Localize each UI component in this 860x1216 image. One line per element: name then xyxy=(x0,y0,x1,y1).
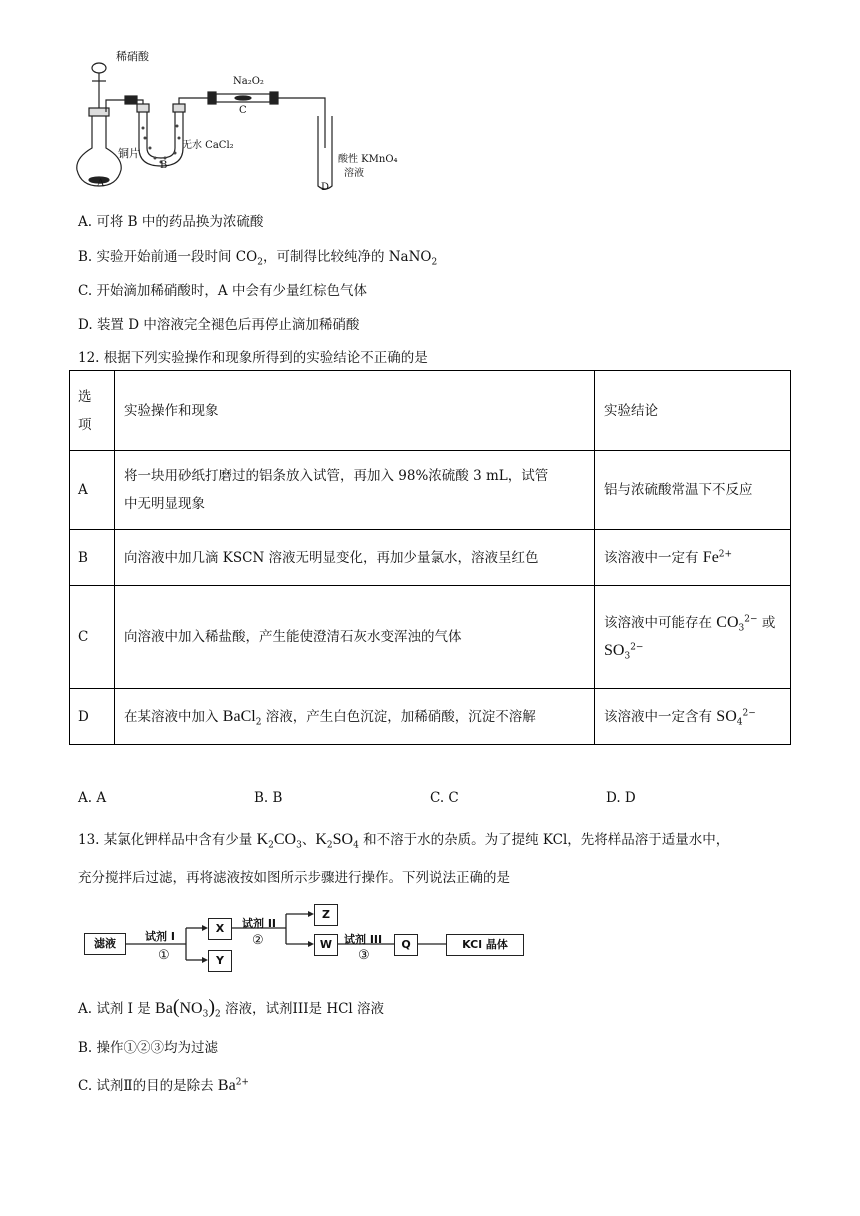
label-na2o2: Na₂O₂ xyxy=(233,76,264,87)
flow-step-3: ③ xyxy=(358,948,370,963)
answer-a[interactable]: A. A xyxy=(78,790,107,806)
header-operation: 实验操作和现象 xyxy=(115,371,595,451)
flow-step-2: ② xyxy=(252,933,264,948)
flow-q: Q xyxy=(394,934,418,956)
row-operation: 在某溶液中加入 BaCl$_2$ 溶液，产生白色沉淀，加稀硝酸，沉淀不溶解 xyxy=(115,689,595,745)
flow-z: Z xyxy=(314,904,338,926)
row-option: C xyxy=(70,586,115,689)
q11-option-c[interactable] xyxy=(78,279,367,299)
flow-kcl-crystal: KCl 晶体 xyxy=(446,934,524,956)
row-option: B xyxy=(70,530,115,586)
row-option: D xyxy=(70,689,115,745)
label-copper: 铜片 xyxy=(118,147,140,160)
row-conclusion: 该溶液中一定含有 $SO_4^{2-}$ xyxy=(595,689,791,745)
option-letter: C. xyxy=(78,283,93,299)
option-text: 开始滴加稀硝酸时，A 中会有少量红棕色气体 xyxy=(96,283,367,299)
option-letter: D. xyxy=(78,317,93,333)
label-b: B xyxy=(160,160,168,171)
q13-option-b[interactable]: B. 操作①②③均为过滤 xyxy=(78,1040,219,1056)
q13-option-c[interactable]: C. 试剂Ⅱ的目的是除去 $Ba^{2+}$ xyxy=(78,1077,249,1094)
label-a: A xyxy=(97,178,105,189)
table-row xyxy=(70,530,791,586)
flow-w: W xyxy=(314,934,338,956)
row-operation: 将一块用砂纸打磨过的铝条放入试管，再加入 98%浓硫酸 3 mL，试管 中无明显现象 xyxy=(115,451,595,530)
apparatus-diagram xyxy=(75,8,435,198)
table-header-row xyxy=(70,371,791,451)
subscript: 2 xyxy=(257,257,263,268)
option-letter: B. xyxy=(78,249,93,265)
option-text: 实验开始前通一段时间 CO xyxy=(96,249,258,265)
table-row xyxy=(70,689,791,745)
q13-stem-line2: 充分搅拌后过滤，再将滤液按如图所示步骤进行操作。下列说法正确的是 xyxy=(78,870,510,886)
row-conclusion: 该溶液中可能存在 $CO_3^{2-}$ 或 $SO_3^{2-}$ xyxy=(595,586,791,689)
flow-reagent-1: 试剂 I xyxy=(145,930,175,943)
row-operation: 向溶液中加几滴 KSCN 溶液无明显变化，再加少量氯水，溶液呈红色 xyxy=(115,530,595,586)
q13-stem-line1: 13. 某氯化钾样品中含有少量 $K_2CO_3$、$K_2SO_4$ 和不溶于水的杂质。为了提纯 KCl，先将样品溶于适量水中， xyxy=(78,831,730,851)
label-kmno4: 酸性 KMnO₄ xyxy=(338,154,398,165)
subscript: 2 xyxy=(431,257,438,268)
q11-option-b[interactable] xyxy=(78,245,438,268)
q13-option-a[interactable]: A. 试剂 I 是 $Ba(NO_3)_2$ 溶液，试剂III是 HCl 溶液 xyxy=(78,996,385,1020)
row-conclusion: 铝与浓硫酸常温下不反应 xyxy=(595,451,791,530)
option-text: 装置 D 中溶液完全褪色后再停止滴加稀硝酸 xyxy=(96,317,360,333)
flow-y: Y xyxy=(208,950,232,972)
flow-reagent-3: 试剂 III xyxy=(344,933,383,946)
q12-stem: 12. 根据下列实验操作和现象所得到的实验结论不正确的是 xyxy=(78,350,428,366)
row-operation: 向溶液中加入稀盐酸，产生能使澄清石灰水变浑浊的气体 xyxy=(115,586,595,689)
experiment-table xyxy=(69,370,791,745)
q11-option-d[interactable] xyxy=(78,313,359,333)
option-text: ，可制得比较纯净的 NaNO xyxy=(262,249,432,265)
row-conclusion: 该溶液中一定有 $Fe^{2+}$ xyxy=(595,530,791,586)
table-row xyxy=(70,586,791,689)
answer-b[interactable]: B. B xyxy=(254,790,283,806)
label-d: D xyxy=(321,182,330,193)
row-option: A xyxy=(70,451,115,530)
flow-x: X xyxy=(208,918,232,940)
option-letter: A. xyxy=(78,214,93,230)
label-solution: 溶液 xyxy=(344,168,364,179)
label-dilute-nitric: 稀硝酸 xyxy=(116,50,149,63)
header-conclusion: 实验结论 xyxy=(595,371,791,451)
answer-d[interactable]: D. D xyxy=(606,790,636,806)
flow-step-1: ① xyxy=(158,948,170,963)
flow-filtrate: 滤液 xyxy=(84,933,126,955)
label-cacl2: 无水 CaCl₂ xyxy=(182,140,234,151)
option-text: 可将 B 中的药品换为浓硫酸 xyxy=(96,214,264,230)
label-c: C xyxy=(239,105,247,116)
header-option: 选 项 xyxy=(70,371,115,451)
flow-reagent-2: 试剂 II xyxy=(242,917,277,930)
table-row xyxy=(70,451,791,530)
answer-c[interactable]: C. C xyxy=(430,790,459,806)
q11-option-a[interactable] xyxy=(78,210,263,230)
